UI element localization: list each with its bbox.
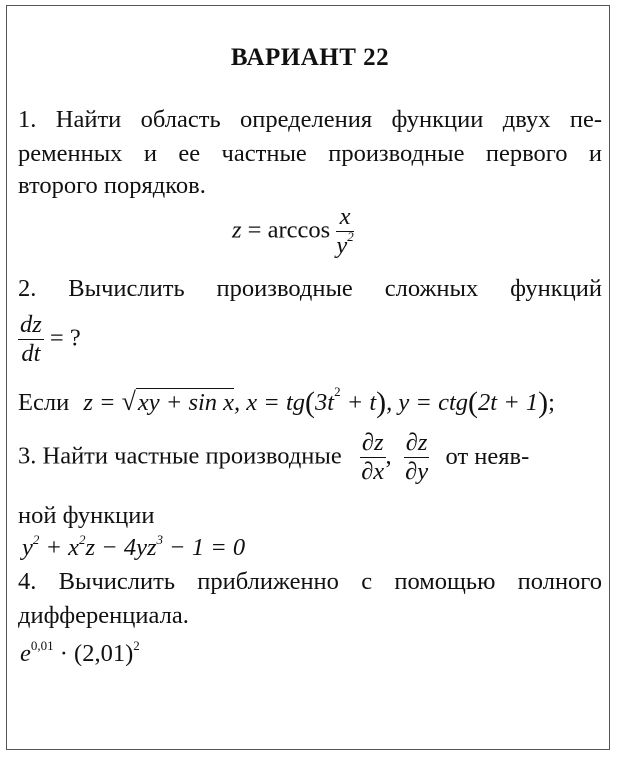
eq-t2e: 2	[79, 532, 86, 547]
formula-fraction	[336, 204, 353, 260]
eq-t3e: 3	[156, 532, 164, 547]
y-arg: 2t + 1	[478, 389, 539, 416]
formula-eq: =	[247, 216, 262, 244]
paren-open-2: (	[468, 386, 479, 419]
task2-line1: 2. Вычислить производные сложных функций	[18, 275, 602, 302]
task4-line1: 4. Вычислить приближенно с помощью полного	[18, 568, 602, 595]
fraction-numerator: x	[336, 204, 353, 232]
task3-tail: от неяв-	[445, 442, 530, 470]
task3-comma: ,	[385, 442, 392, 470]
dz-dx-fraction	[360, 430, 386, 486]
task4-line2: дифференциала.	[18, 602, 189, 629]
task2-definition	[18, 386, 555, 420]
x-exp: 2	[334, 384, 341, 399]
eq-t1: y	[22, 534, 33, 561]
variant-title: ВАРИАНТ 22	[230, 44, 390, 71]
x-rest: + t	[340, 389, 377, 416]
if-word: Если	[18, 389, 70, 416]
task3-lead: 3. Найти частные производные	[18, 442, 342, 470]
paren-close-1: )	[376, 386, 387, 419]
dz: dz	[20, 311, 42, 338]
dz-dt-fraction	[18, 312, 44, 368]
task3-equation	[22, 534, 245, 562]
task1-line1: 1. Найти область определения функции двух пе-	[18, 106, 602, 133]
y-def: , y = ctg	[386, 389, 469, 416]
fraction-denominator	[336, 228, 354, 260]
eq-t3: z − 4yz	[85, 534, 157, 561]
expr-mid: · (2,01)	[53, 640, 134, 667]
x-def: , x = tg	[234, 389, 306, 416]
formula-z: z	[232, 216, 242, 244]
den-base: y	[336, 231, 348, 259]
dz-dy-fraction	[404, 430, 430, 486]
task1-line2: ременных и ее частные производные первого и	[18, 140, 602, 167]
expr-exp2: 2	[133, 638, 140, 653]
paren-open-1: (	[305, 386, 316, 419]
dz-dx-den: ∂x	[361, 457, 385, 485]
z-lhs: z =	[83, 389, 116, 416]
formula-func: arccos	[267, 216, 331, 244]
dz-dx-num: ∂z	[361, 429, 384, 456]
x-arg: 3t	[315, 389, 335, 416]
task1-line3: второго порядков.	[18, 172, 206, 199]
dz-dy-den: ∂y	[405, 457, 429, 485]
paren-close-2: )	[538, 386, 549, 419]
dz-dy-num: ∂z	[405, 429, 428, 456]
task3-line2: ной функции	[18, 502, 155, 529]
dt: dt	[21, 339, 41, 367]
task4-expression	[20, 640, 140, 668]
sqrt-body: xy + sin x	[137, 389, 235, 416]
task3-line1	[18, 430, 529, 486]
eq-t4: − 1 = 0	[163, 534, 246, 561]
eq-t1e: 2	[32, 532, 40, 547]
deriv-tail: = ?	[49, 324, 81, 352]
task2-derivative	[18, 312, 81, 368]
expr-base: e	[20, 640, 31, 667]
den-exp: 2	[347, 228, 354, 244]
sqrt-sign: √	[121, 387, 136, 416]
expr-exp: 0,01	[30, 638, 54, 653]
semicolon: ;	[548, 389, 555, 416]
eq-t2: + x	[39, 534, 80, 561]
task1-formula	[232, 204, 354, 260]
